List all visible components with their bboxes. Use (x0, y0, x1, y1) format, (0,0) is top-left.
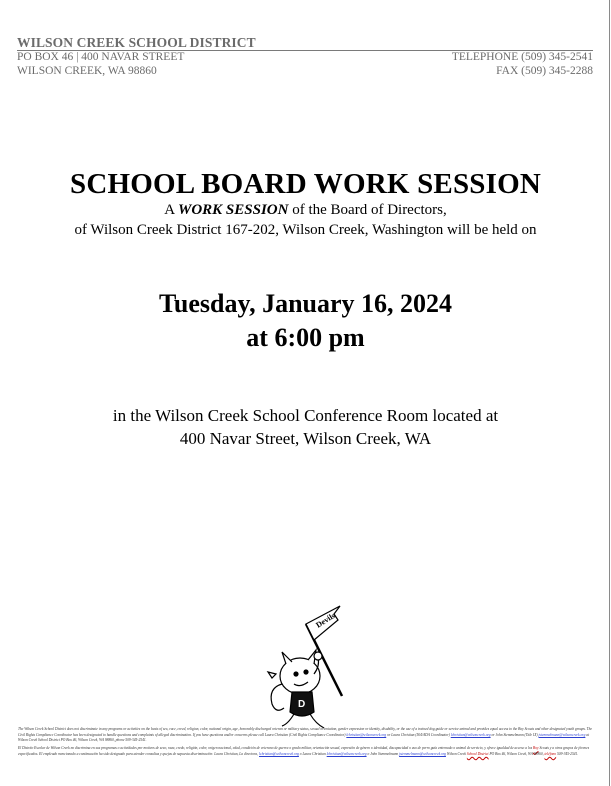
footer-text: o Laura Christian (298, 751, 327, 756)
spellcheck-word: Boy (533, 746, 539, 751)
email-link[interactable]: lchristian@wilsoncreek.org (259, 751, 299, 756)
intro-line-1 (0, 202, 611, 219)
nondiscrimination-footer (18, 727, 594, 760)
footer-text: at Wilson Creek School District PO Box 46, Wilson Creek, WA 98860, phone 509-345-2541. (18, 732, 590, 743)
footer-text: or John Stemmelmann (Title IX) (490, 732, 539, 737)
location-line-2: 400 Navar Street, Wilson Creek, WA (179, 429, 432, 448)
pennant-text: Devils (314, 610, 337, 630)
intro-emphasis: WORK SESSION (178, 202, 289, 218)
intro-line-2: of Wilson Creek District 167-202, Wilson Creek, Washington will be held on (74, 222, 537, 238)
email-link[interactable]: lchristian@wilsoncreek.org (450, 732, 491, 737)
footer-english (18, 727, 594, 744)
fax: FAX (509) 345-2288 (496, 65, 593, 77)
footer-text: El Distrito Escolar de Wilson Creek no discrimina en sus programas o actividades por motivos de sexo, raza, credo, religión, color, origen nacional, edad, condición de veterano de guerra o grado militar, orientación sexual, expresión de género o identidad, discapacidad o uso de perro guía entrenado o animal de servicio, y ofrece igualdad de acceso a los (18, 746, 534, 751)
location-line-1: in the Wilson Creek School Conference Room located at (112, 406, 499, 425)
address-line-1: PO BOX 46 | 400 NAVAR STREET (17, 51, 185, 63)
shirt-letter: D (298, 699, 306, 710)
spellcheck-word: School District (466, 751, 489, 756)
email-link[interactable]: jstemmelmann@wilsoncreek.org (538, 732, 586, 737)
email-link[interactable]: jstemmelmann@wilsoncreek.org (399, 751, 446, 756)
footer-spanish (18, 746, 594, 757)
page-border (609, 0, 610, 786)
spellcheck-word: teléfono (544, 751, 557, 756)
footer-text: 509-345-2541. (556, 751, 579, 756)
page-title: SCHOOL BOARD WORK SESSION (69, 168, 541, 200)
footer-text: The Wilson Creek School District does not discriminate in any programs or activities on the basis of sex, race, creed, religion, color, national origin, age, honorably discharged veteran or military status, sexual orientation, gender expression or identity, disability, or the use of a trained dog guide or service animal and provides equal access to the Boy Scouts and other designated youth groups. The Civil Rights Compliance Coordinator has been designated to handle questions and complaints of alleged discrimination. If you have questions and/or concerns please call Laura Christian (Civil Rights Compliance Coordinator) (18, 727, 593, 737)
telephone: TELEPHONE (509) 345-2541 (451, 51, 593, 63)
address-line-2: WILSON CREEK, WA 98860 (17, 65, 157, 77)
email-link[interactable]: lchristian@wilsoncreek.org (346, 732, 387, 737)
footer-text: PO Box 46, Wilson Creek, WA 98860, (488, 751, 545, 756)
email-link[interactable]: lchristian@wilsoncreek.org (326, 751, 367, 756)
meeting-date: Tuesday, January 16, 2024 (158, 289, 453, 318)
devil-mascot-icon (262, 604, 352, 734)
district-name: WILSON CREEK SCHOOL DISTRICT (17, 35, 256, 50)
footer-text: o John Stemmelmann (366, 751, 400, 756)
footer-text: Scouts y a otros grupos de jóvenes especificados. El empleado mencionado a continuación ha sido designado para atender consultas y quejas de supuesta discriminación: Laura Christian, La directora, (18, 746, 590, 756)
meeting-time: at 6:00 pm (246, 323, 365, 352)
intro-prefix: A (164, 202, 178, 218)
footer-text: or Laura Christian (504/ADA Coordinator) (386, 732, 451, 737)
footer-text: Wilson Creek (445, 751, 467, 756)
intro-suffix: of the Board of Directors, (288, 202, 447, 218)
